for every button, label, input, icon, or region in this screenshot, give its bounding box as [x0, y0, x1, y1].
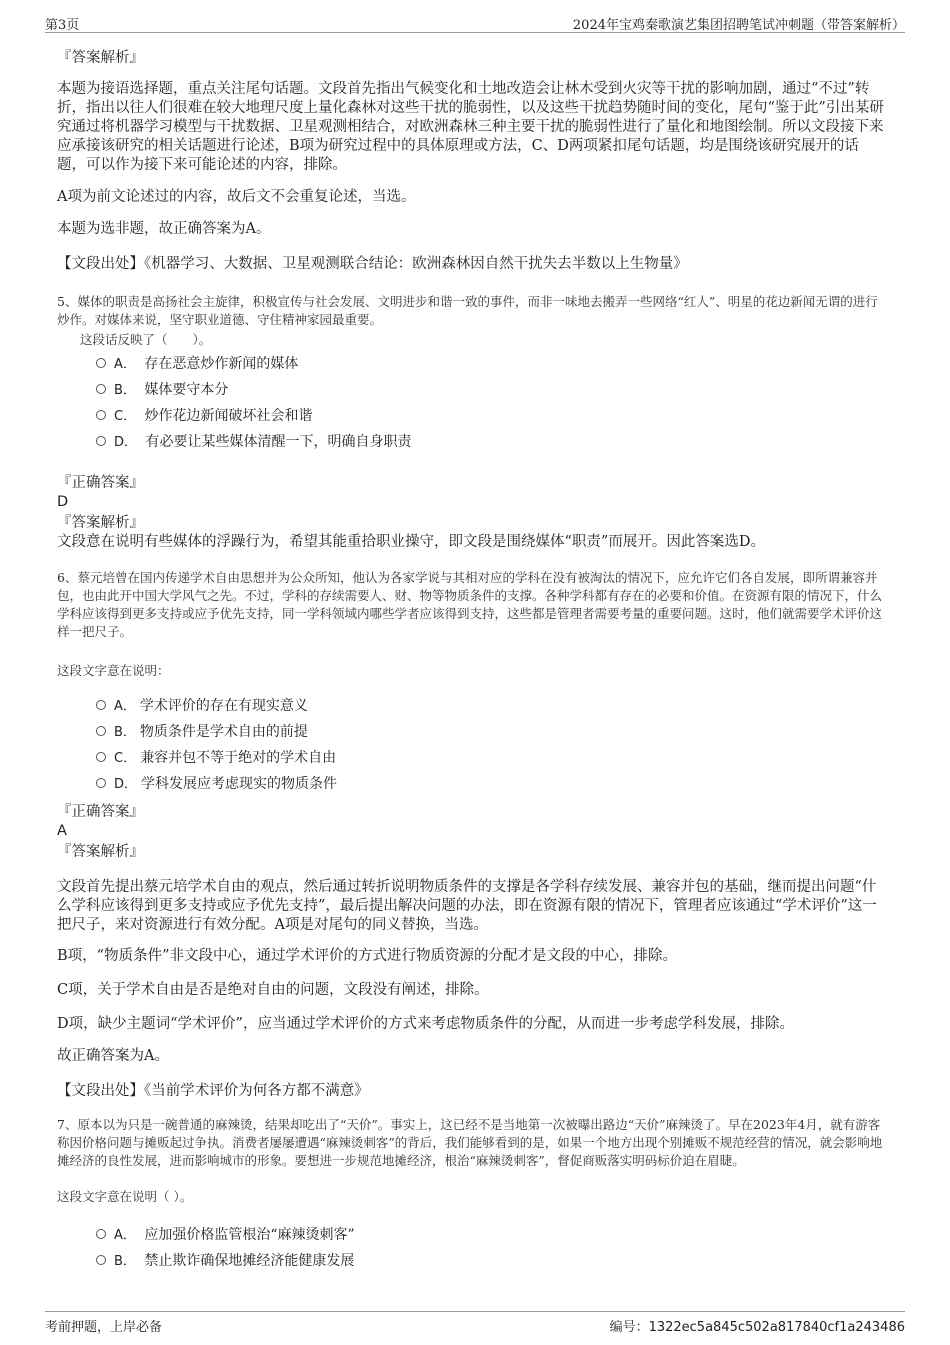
radio-icon[interactable]	[96, 1255, 106, 1265]
q6-answer-label: 『正确答案』	[57, 804, 144, 820]
radio-icon[interactable]	[96, 384, 106, 394]
q7-option-b[interactable]: B． 禁止欺诈确保地摊经济能健康发展	[96, 1252, 354, 1270]
footer-id: 编号：1322ec5a845c502a817840cf1a243486	[609, 1320, 905, 1335]
q6-analysis-b: B项，“物质条件”非文段中心，通过学术评价的方式进行物质资源的分配才是文段的中心，排除。	[57, 948, 677, 964]
q6-analysis-text: 文段首先提出蔡元培学术自由的观点，然后通过转折说明物质条件的支撑是各学科存续发展、兼容并包的基础，继而提出问题“什么学科应该得到更多支持或应予优先支持”，最后提出解决问题的办法，即在资源有限的情况下，管理者应该通过“学术评价”这一把尺子，来对资源进行有效分配。A项是对尾句的同义替换，当选。	[57, 879, 877, 933]
q7-option-a[interactable]: A． 应加强价格监管根治“麻辣烫刺客”	[96, 1226, 355, 1244]
q6-analysis-c: C项，关于学术自由是否是绝对自由的问题，文段没有阐述，排除。	[57, 982, 489, 998]
q5-answer: D	[57, 494, 69, 510]
q5-option-d[interactable]: D． 有必要让某些媒体清醒一下，明确自身职责	[96, 433, 411, 451]
q6-option-b[interactable]: B． 物质条件是学术自由的前提	[96, 723, 308, 741]
document-title: 2024年宝鸡秦歌演艺集团招聘笔试冲刺题（带答案解析）	[572, 18, 905, 33]
q5-prompt: 这段话反映了（ ）。	[80, 332, 212, 347]
page-number: 第3页	[45, 18, 80, 33]
page-footer	[45, 1311, 905, 1334]
q5-analysis-label: 『答案解析』	[57, 515, 144, 531]
q7-prompt: 这段文字意在说明（ ）。	[57, 1189, 193, 1204]
q5-analysis-text: 文段意在说明有些媒体的浮躁行为，希望其能重拾职业操守，即文段是围绕媒体“职责”而展开。因此答案选D。	[57, 534, 765, 550]
q4-source: 【文段出处】《机器学习、大数据、卫星观测联合结论：欧洲森林因自然干扰失去半数以上生物量》	[57, 256, 688, 272]
q6-analysis-label: 『答案解析』	[57, 844, 144, 860]
radio-icon[interactable]	[96, 358, 106, 368]
footer-slogan: 考前押题，上岸必备	[45, 1320, 163, 1335]
q5-answer-label: 『正确答案』	[57, 475, 144, 491]
q5-option-b[interactable]: B． 媒体要守本分	[96, 381, 228, 399]
radio-icon[interactable]	[96, 778, 106, 788]
radio-icon[interactable]	[96, 1229, 106, 1239]
q6-option-d[interactable]: D． 学科发展应考虑现实的物质条件	[96, 775, 337, 793]
q5-stem: 5、媒体的职责是高扬社会主旋律，积极宣传与社会发展、文明进步和谐一致的事件，而非一味地去搬弄一些网络“红人”、明星的花边新闻无谓的进行炒作。对媒体来说，坚守职业道德、守住精神家园最重要。	[57, 294, 878, 327]
q6-source: 【文段出处】《当前学术评价为何各方都不满意》	[57, 1083, 369, 1099]
q4-analysis-label: 『答案解析』	[57, 50, 144, 66]
q6-conclusion: 故正确答案为A。	[57, 1048, 169, 1064]
radio-icon[interactable]	[96, 726, 106, 736]
radio-icon[interactable]	[96, 410, 106, 420]
q7-stem: 7、原本以为只是一碗普通的麻辣烫，结果却吃出了“天价”。事实上，这已经不是当地第一次被曝出路边“天价”麻辣烫了。早在2023年4月，就有游客称因价格问题与摊贩起过争执。消费者屡屡遭遇“麻辣烫刺客”的背后，我们能够看到的是，如果一个地方出现个别摊贩不规范经营的情况，就会影响地摊经济的良性发展，进而影响城市的形象。要想进一步规范地摊经济，根治“麻辣烫刺客”，督促商贩落实明码标价迫在眉睫。	[57, 1117, 883, 1168]
q6-option-a[interactable]: A． 学术评价的存在有现实意义	[96, 697, 308, 715]
page-header	[45, 12, 905, 33]
q6-prompt: 这段文字意在说明：	[57, 663, 170, 678]
radio-icon[interactable]	[96, 752, 106, 762]
q5-option-a[interactable]: A． 存在恶意炒作新闻的媒体	[96, 355, 298, 373]
q6-answer: A	[57, 823, 67, 839]
q4-analysis-text: 本题为接语选择题，重点关注尾句话题。文段首先指出气候变化和土地改造会让林木受到火灾等干扰的影响加剧，通过“不过”转折，指出以往人们很难在较大地理尺度上量化森林对这些干扰的脆弱性，以及这些干扰趋势随时间的变化，尾句“鉴于此”引出某研究通过将机器学习模型与干扰数据、卫星观测相结合，对欧洲森林三种主要干扰的脆弱性进行了量化和地图绘制。所以文段接下来应承接该研究的相关话题进行论述，B项为研究过程中的具体原理或方法，C、D两项紧扣尾句话题，均是围绕该研究展开的话题，可以作为接下来可能论述的内容，排除。	[57, 81, 884, 173]
q6-stem: 6、蔡元培曾在国内传递学术自由思想并为公众所知，他认为各家学说与其相对应的学科在没有被淘汰的情况下，应允许它们各自发展，即所谓兼容并包，也由此开中国大学风气之先。不过，学科的存续需要人、财、物等物质条件的支撑。各种学科都有存在的必要和价值。在资源有限的情况下，什么学科应该得到更多支持或应予优先支持，同一学科领域内哪些学者应该得到支持，这些都是管理者需要考量的重要问题。这时，他们就需要学术评价这样一把尺子。	[57, 570, 883, 639]
radio-icon[interactable]	[96, 436, 106, 446]
q6-option-c[interactable]: C． 兼容并包不等于绝对的学术自由	[96, 749, 336, 767]
q5-option-c[interactable]: C． 炒作花边新闻破坏社会和谐	[96, 407, 313, 425]
q4-analysis-line3: 本题为选非题，故正确答案为A。	[57, 221, 271, 237]
radio-icon[interactable]	[96, 700, 106, 710]
q4-analysis-line2: A项为前文论述过的内容，故后文不会重复论述，当选。	[57, 189, 416, 205]
q6-analysis-d: D项，缺少主题词“学术评价”，应当通过学术评价的方式来考虑物质条件的分配，从而进一步考虑学科发展，排除。	[57, 1016, 794, 1032]
